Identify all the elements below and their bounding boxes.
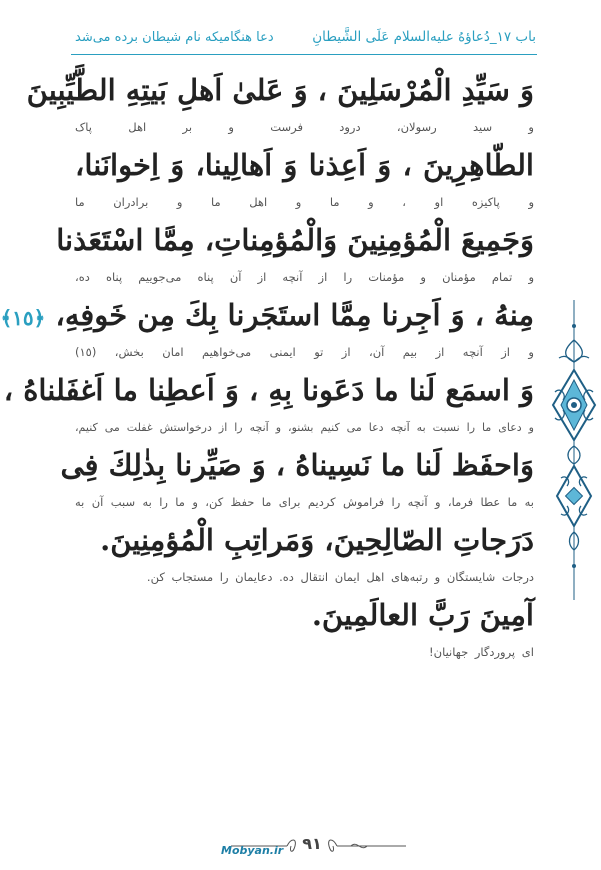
persian-translation-line: و از آنچه از بیم آن، از تو ایمنی می‌خواهیم امان بخش، (١٥): [75, 345, 534, 359]
arabic-line: دَرَجاتِ الصّالِحِینَ، وَمَراتِبِ الْمُؤمِنِینَ.: [100, 523, 534, 557]
header-divider: [71, 54, 537, 55]
arabic-line: وَاحفَظ لَنا ما نَسِیناهُ ، وَ صَیِّرنا بِذٰلِكَ فِی: [60, 448, 534, 482]
arabic-line: مِنهُ ، وَ اَجِرنا مِمَّا استَجَرنا بِكَ مِن خَوفِهِ، ﴿١٥﴾: [0, 298, 534, 332]
persian-translation-line: ای پروردگار جهانیان!: [429, 645, 534, 659]
arabic-line: الطّاهِرِینَ ، وَ اَعِذنا وَ اَهالِینا، وَ اِخوانَنا،: [75, 148, 534, 182]
brand-watermark[interactable]: Mobyan.ir: [221, 844, 284, 857]
verse-number: ﴿١٥﴾: [0, 306, 46, 330]
page-header: [75, 22, 536, 52]
arabic-line: وَجَمِیعَ الْمُؤمِنِینَ وَالْمُؤمِناتِ، مِمَّا اسْتَعَذنا: [56, 223, 534, 257]
arabic-line: وَ اسمَع لَنا ما دَعَونا بِهِ ، وَ اَعطِنا ما اَغفَلناهُ ،: [3, 373, 534, 407]
persian-translation-line: و سید رسولان، درود فرست و بر اهل پاک: [75, 120, 534, 134]
side-ornament-icon: [551, 300, 597, 600]
page-footer: [211, 828, 411, 866]
persian-translation-line: و دعای ما را نسبت به آنچه دعا می کنیم بشنو، و آنچه را از درخواستش غفلت می کنیم،: [75, 421, 534, 434]
persian-translation-line: به ما عطا فرما، و آنچه را فراموش کردیم برای ما حفظ کن، و ما را به سبب آن به: [75, 495, 534, 509]
persian-translation-line: و تمام مؤمنان و مؤمنات را از آنچه از آن پناه می‌جوییم پناه ده،: [75, 270, 534, 284]
chapter-subtitle: دعا هنگامیکه نام شیطان برده می‌شد: [75, 29, 274, 45]
arabic-line: وَ سَیِّدِ الْمُرْسَلِینَ ، وَ عَلیٰ اَهلِ بَیتِهِ الطَّیِّبِینَ: [26, 73, 534, 107]
persian-translation-line: درجات شایستگان و رتبه‌های اهل ایمان انتقال ده. دعایمان را مستجاب کن.: [146, 570, 534, 584]
prayer-text: [0, 66, 534, 666]
persian-translation-line: و پاکیزه او ، و ما و اهل ما و برادران ما: [75, 195, 534, 209]
page-number: ٩١: [302, 834, 322, 853]
arabic-line: آمِینَ رَبَّ العالَمِینَ.: [311, 598, 534, 632]
chapter-title: باب ١٧_دُعاؤهُ عليه‌السلام عَلَى الشَّيطانِ: [312, 29, 536, 45]
